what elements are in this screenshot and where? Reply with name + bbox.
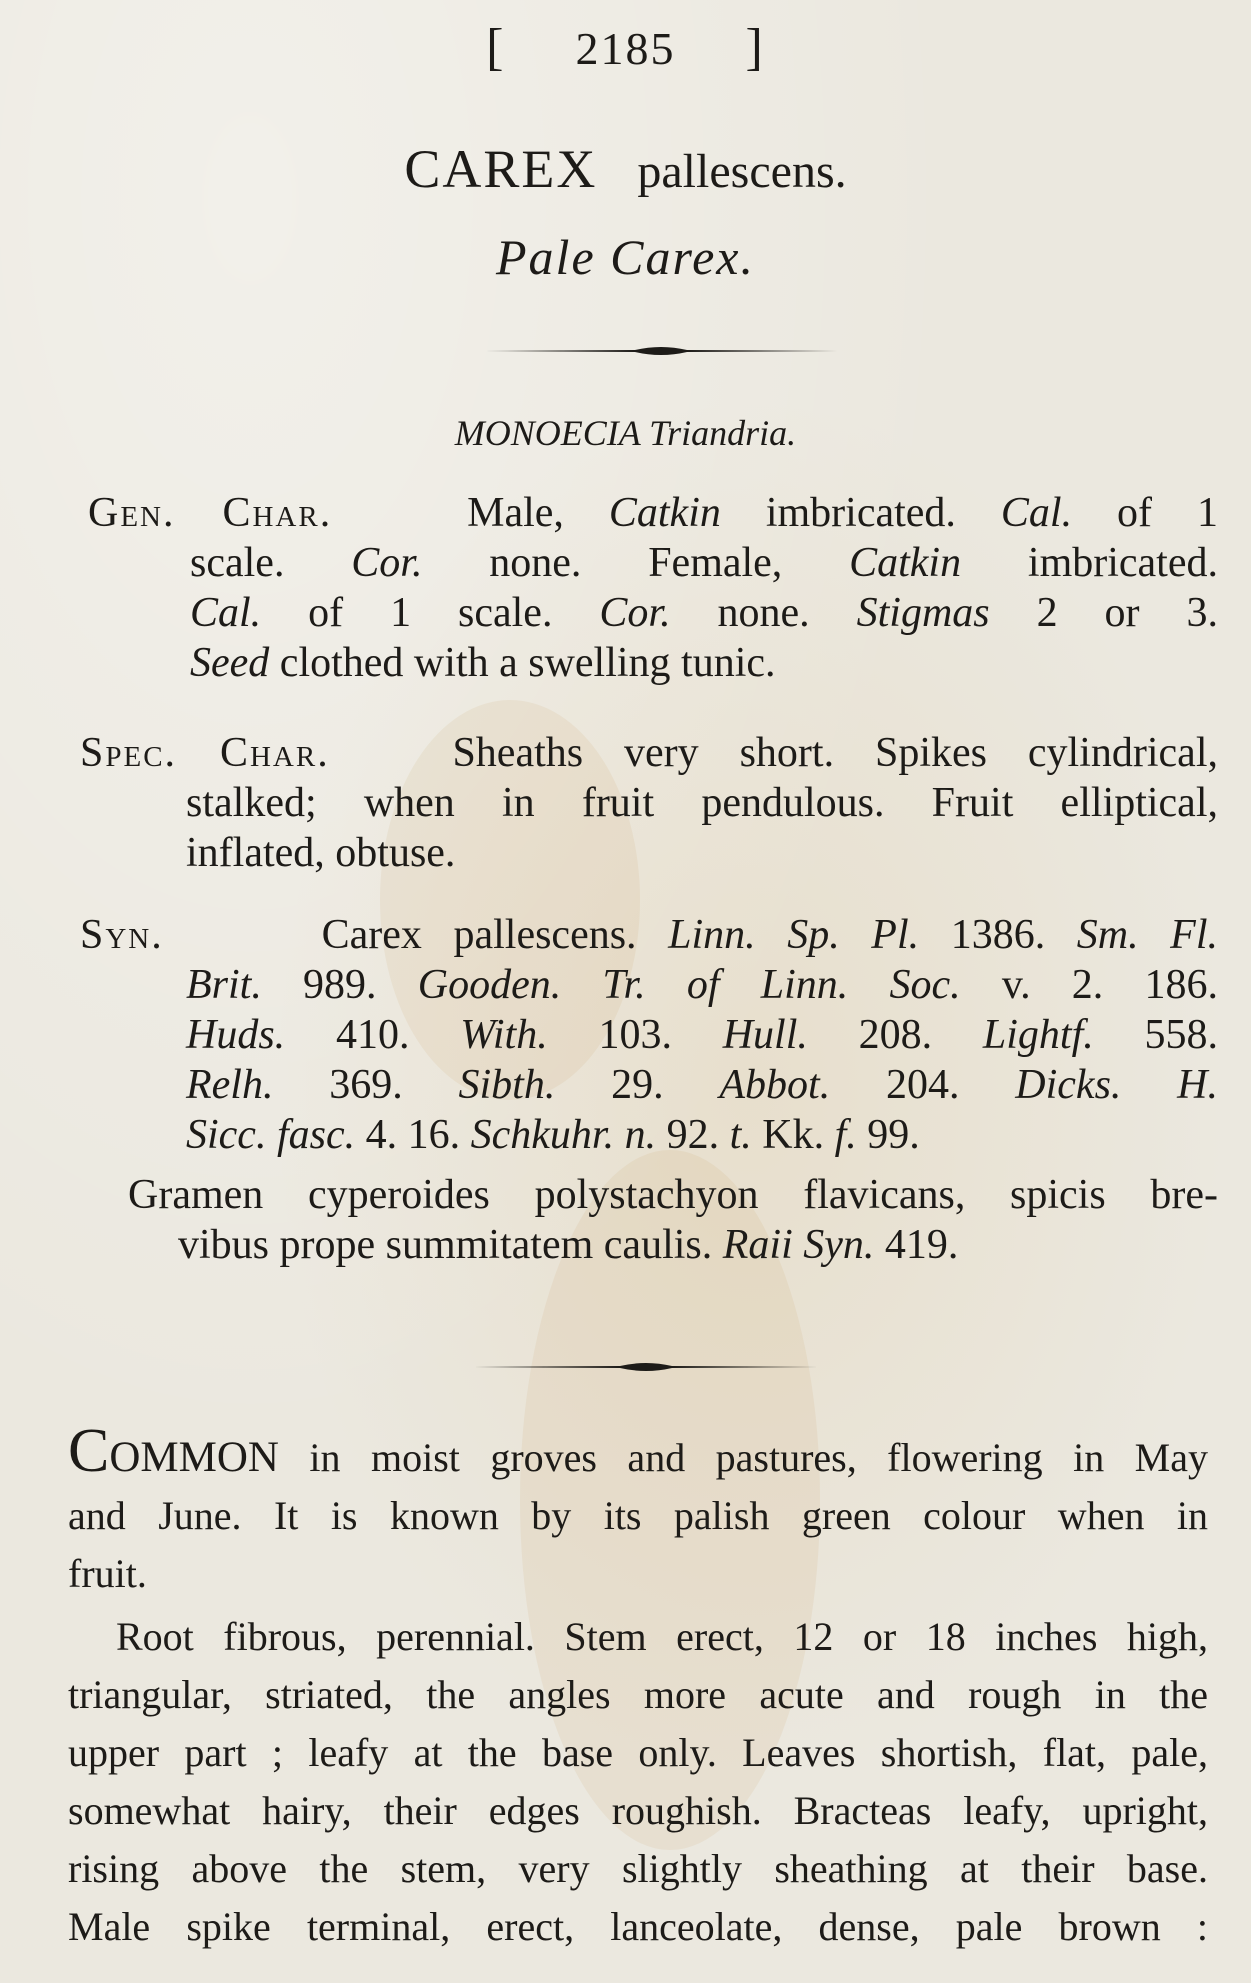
spec-char-line: inflated, obtuse. bbox=[186, 830, 456, 876]
generic-character bbox=[88, 488, 1218, 688]
bracket-open: [ bbox=[486, 19, 506, 76]
body-line: rising above the stem, very slightly sheathing at their base. bbox=[68, 1846, 1208, 1891]
synonymy bbox=[80, 910, 1218, 1270]
body-line: upper part ; leafy at the base only. Leaves shortish, flat, pale, bbox=[68, 1730, 1208, 1775]
page-number-value: 2185 bbox=[575, 23, 676, 74]
spec-char-line: stalked; when in fruit pendulous. Fruit elliptical, bbox=[186, 780, 1218, 826]
drop-cap-word: Common bbox=[68, 1417, 279, 1485]
syn-label: Syn. bbox=[80, 912, 164, 958]
gen-char-line: scale. Cor. none. Female, Catkin imbricated. bbox=[190, 540, 1218, 586]
ornamental-rule bbox=[485, 344, 837, 358]
gen-char-line: Gen. Char. Male, Catkin imbricated. Cal. of 1 bbox=[88, 490, 1219, 536]
species-title bbox=[0, 138, 1251, 200]
genus-name: CAREX bbox=[404, 139, 598, 199]
syn-line: Sicc. fasc. 4. 16. Schkuhr. n. 92. t. Kk. f. 99. bbox=[186, 1112, 920, 1158]
gen-char-line: Cal. of 1 scale. Cor. none. Stigmas 2 or 3. bbox=[190, 590, 1218, 636]
order-name: Triandria. bbox=[649, 413, 797, 453]
bracket-close: ] bbox=[745, 19, 765, 76]
specific-character bbox=[80, 728, 1218, 878]
body-line: triangular, striated, the angles more acute and rough in the bbox=[68, 1672, 1208, 1717]
common-name: Pale Carex. bbox=[496, 229, 755, 285]
spec-char-label: Spec. Char. bbox=[80, 730, 330, 776]
gramen-line: vibus prope summitatem caulis. Raii Syn. 419. bbox=[178, 1222, 959, 1268]
syn-line: Syn. Carex pallescens. Linn. Sp. Pl. 1386. Sm. Fl. bbox=[80, 912, 1219, 958]
body-line: and June. It is known by its palish green colour when in bbox=[68, 1493, 1208, 1538]
spec-char-line: Spec. Char. Sheaths very short. Spikes cylindrical, bbox=[80, 730, 1218, 776]
classification bbox=[0, 412, 1251, 454]
body-line: fruit. bbox=[68, 1551, 147, 1596]
class-name: MONOECIA bbox=[454, 413, 641, 453]
syn-line: Brit. 989. Gooden. Tr. of Linn. Soc. v. 2. 186. bbox=[186, 962, 1218, 1008]
body-line: somewhat hairy, their edges roughish. Bracteas leafy, upright, bbox=[68, 1788, 1208, 1833]
body-line: Male spike terminal, erect, lanceolate, dense, pale brown : bbox=[68, 1904, 1208, 1949]
page-number bbox=[0, 18, 1251, 77]
gen-char-line: Seed clothed with a swelling tunic. bbox=[190, 640, 776, 686]
syn-line: Relh. 369. Sibth. 29. Abbot. 204. Dicks. H. bbox=[186, 1062, 1219, 1108]
body-line: Common in moist groves and pastures, flowering in May bbox=[68, 1417, 1208, 1485]
species-epithet: pallescens. bbox=[637, 145, 847, 198]
body-line: Root fibrous, perennial. Stem erect, 12 or 18 inches high, bbox=[116, 1614, 1208, 1659]
gramen-line: Gramen cyperoides polystachyon flavicans, spicis bre- bbox=[128, 1172, 1218, 1218]
body-paragraph bbox=[68, 1608, 1208, 1956]
ornamental-rule bbox=[474, 1360, 818, 1374]
gen-char-label: Gen. Char. bbox=[88, 490, 333, 536]
syn-line: Huds. 410. With. 103. Hull. 208. Lightf. 558. bbox=[186, 1012, 1218, 1058]
body-paragraph bbox=[68, 1417, 1208, 1603]
